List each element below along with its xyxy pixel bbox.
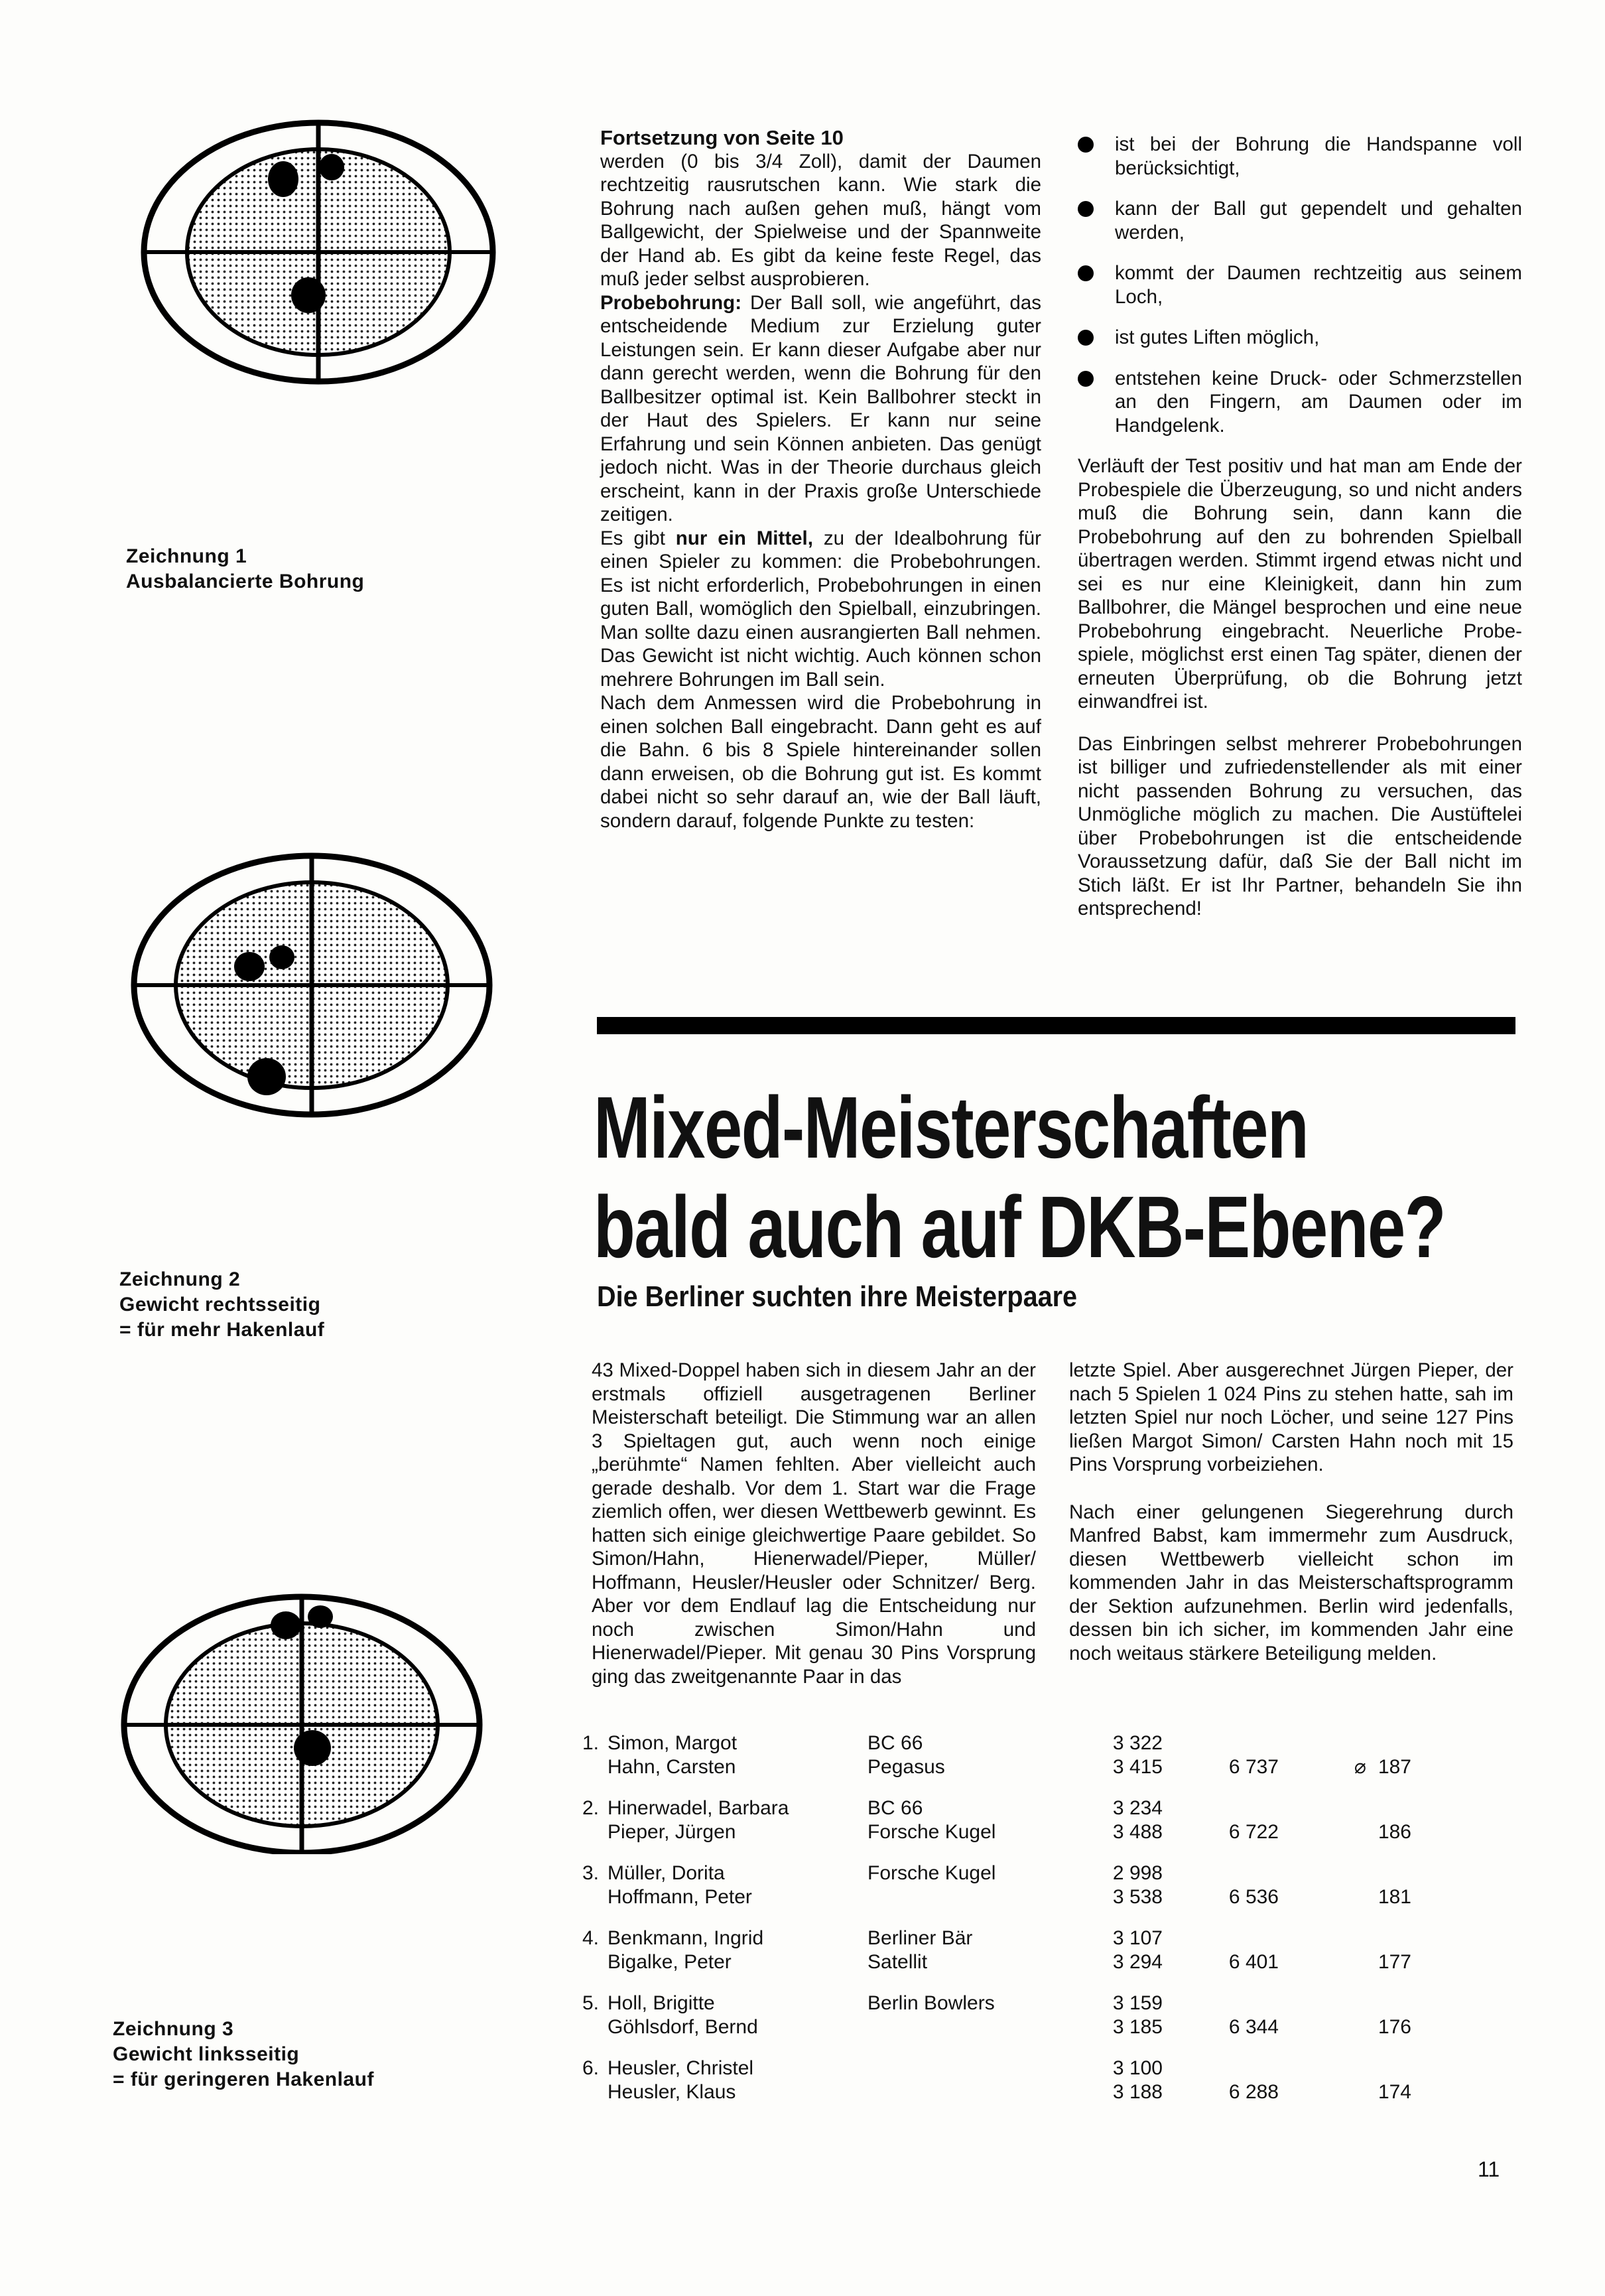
table-row — [582, 1820, 1411, 1844]
club-name: BC 66 — [867, 1797, 923, 1819]
thumb-hole — [247, 1058, 286, 1095]
table-row — [582, 1796, 1411, 1820]
paragraph: Verläuft der Test positiv und hat man am Ende der Probespiele die Überzeugung, so und nicht anders muß die Bohrung sein, dann kann die Probebohrung auf den zu bohrenden Spielball übertragen werden. Stimmt irgend etwas nicht und sei es nur eine Kleinigkeit, dann hin zum Ballbohrer, die Mängel besprochen und eine neue Probebohrung eingebracht. Neuerliche Probespiele, möglichst erst einen Tag später, dienen der erneuten Überprüfung, ob die Bohrung jetzt einwandfrei ist. — [1078, 455, 1522, 712]
empty-cell — [1279, 1731, 1411, 1755]
pair-total: 6 344 — [1228, 2016, 1279, 2038]
paragraph: Nach einer gelungenen Siegerehrung durch Manfred Babst, kam immermehr zum Ausdruck, diesen Wettbewerb vielleicht schon im kommenden Jahr in das Meisterschaftsprogramm der Sektion aufzunehmen. Berlin wird jedenfalls, dessen bin ich sicher, im kommenden Jahr eine noch weitaus stärkere Beteiligung melden. — [1069, 1501, 1513, 1664]
figure-1-caption — [126, 544, 364, 594]
table-row — [582, 1861, 1411, 1885]
empty-cell — [1163, 1731, 1279, 1755]
empty-cell — [582, 2080, 608, 2104]
table-row — [582, 1755, 1411, 1779]
club-name — [867, 2057, 1070, 2080]
player-name: Hoffmann, Peter — [608, 1886, 752, 1908]
ball-diagram-left-weight — [109, 1589, 494, 1854]
figure-description: Gewicht rechtsseitig — [119, 1294, 321, 1316]
figure-description: = für mehr Hakenlauf — [119, 1319, 325, 1341]
rank: 6. — [582, 2057, 600, 2079]
empty-cell — [1279, 1796, 1411, 1820]
row-spacer — [582, 1844, 1411, 1861]
average-value: 181 — [1378, 1886, 1411, 1908]
figure-title: Zeichnung 3 — [113, 2018, 234, 2040]
club-name: Forsche Kugel — [867, 1821, 996, 1843]
player-name: Heusler, Christel — [608, 2057, 754, 2079]
article2-column-1 — [592, 1359, 1036, 1688]
headline — [594, 1078, 1445, 1277]
headline-line-1: Mixed-Meisterschaften — [594, 1079, 1309, 1176]
article1-column-2 — [1078, 133, 1522, 921]
figure-2-caption — [119, 1267, 324, 1343]
empty-cell — [1279, 1861, 1411, 1885]
bullet-icon — [1078, 137, 1094, 153]
emphasis: nur ein Mittel, — [675, 527, 813, 549]
table-row — [582, 2080, 1411, 2104]
pair-average — [1279, 1885, 1411, 1909]
ball-diagram-right-weight — [119, 852, 504, 1118]
player-name: Simon, Margot — [608, 1732, 738, 1754]
player-score: 3 185 — [1112, 2016, 1163, 2038]
finger-hole-right — [269, 945, 294, 969]
row-spacer — [582, 1974, 1411, 1992]
average-value: 187 — [1378, 1756, 1411, 1778]
ball-diagram-balanced — [126, 119, 511, 385]
player-score: 3 159 — [1112, 1992, 1163, 2014]
player-name: Pieper, Jürgen — [608, 1821, 736, 1843]
bullet-icon — [1078, 201, 1094, 217]
table-row — [582, 1731, 1411, 1755]
rank: 2. — [582, 1797, 600, 1819]
table-row — [582, 1885, 1411, 1909]
player-name: Holl, Brigitte — [608, 1992, 715, 2014]
empty-cell — [1163, 2057, 1279, 2080]
pair-average — [1279, 1755, 1411, 1779]
pair-total: 6 722 — [1228, 1821, 1279, 1843]
player-name: Göhlsdorf, Bernd — [608, 2016, 758, 2038]
pair-total: 6 401 — [1228, 1951, 1279, 1973]
list-item: entstehen keine Druck- oder Schmerzstellen an den Fingern, am Daumen oder im Handgelenk. — [1078, 367, 1522, 438]
rank: 5. — [582, 1992, 600, 2014]
player-score: 2 998 — [1112, 1862, 1163, 1884]
row-spacer — [582, 1779, 1411, 1796]
player-score: 3 294 — [1112, 1951, 1163, 1973]
row-spacer — [582, 1909, 1411, 1926]
player-name: Hinerwadel, Barbara — [608, 1797, 789, 1819]
club-name: Satellit — [867, 1951, 928, 1973]
average-value: 177 — [1378, 1951, 1411, 1973]
empty-cell — [1279, 1992, 1411, 2015]
paragraph: 43 Mixed-Doppel haben sich in diesem Jahr an der erstmals offiziell ausgetragenen Berliner Meisterschaft beteiligt. Die Stimmung war an allen 3 Spieltagen gut, auch wenn noch einige „berühmte“ Namen fehlten. Aber vielleicht auch gerade deshalb. Vor dem 1. Start war die Frage ziemlich offen, wer diesen Wettbewerb gewinnt. Es hatten sich einige gleichwertige Paare gebildet. So Simon/Hahn, Hienerwadel/Pieper, Müller/ Hoffmann, Heusler/Heusler oder Schnitzer/ Berg. Aber vor dem Endlauf lag die Entscheidung nur noch zwischen Simon/Hahn und Hienerwadel/Pieper. Mit genau 30 Pins Vorsprung ging das zweitgenannte Paar in das — [592, 1359, 1036, 1688]
continuation-heading: Fortsetzung von Seite 10 — [600, 126, 844, 149]
bullet-icon — [1078, 265, 1094, 281]
empty-cell — [582, 1950, 608, 1974]
player-name: Benkmann, Ingrid — [608, 1927, 764, 1949]
figure-3 — [109, 1589, 494, 1854]
figure-title: Zeichnung 1 — [126, 545, 247, 567]
pair-average — [1279, 1820, 1411, 1844]
figure-1 — [126, 119, 511, 385]
figure-title: Zeichnung 2 — [119, 1268, 241, 1290]
page-number: 11 — [1478, 2157, 1500, 2181]
rank: 4. — [582, 1927, 600, 1949]
figure-description: = für geringeren Hakenlauf — [113, 2068, 374, 2090]
figure-3-caption — [113, 2017, 374, 2092]
paragraph: letzte Spiel. Aber ausgerechnet Jürgen Pieper, der nach 5 Spielen 1 024 Pins zu stehen hatte, sah im letzten Spiel nur noch Löcher, und seine 127 Pins ließen Margot Simon/ Carsten Hahn noch mit 15 Pins Vorsprung vorbeiziehen. — [1069, 1359, 1513, 1475]
finger-hole-left — [268, 161, 298, 197]
club-name — [867, 2080, 1070, 2104]
paragraph: Probebohrung: Der Ball soll, wie angeführt, das entscheidende Medium zur Erzielung guter Leistungen sein. Er kann dieser Aufgabe aber nur dann gerecht werden, wenn die Bohrung für den Ballbesitzer optimal ist. Kein Ballbohrer steckt in der Haut des Spielers. Er kann nur seine Erfahrung und sein Können anbieten. Das genügt jedoch nicht. Was in der Theorie durchaus gleich erscheint, kann in der Praxis große Unterschiede zeitigen. — [600, 291, 1041, 525]
player-score: 3 322 — [1112, 1732, 1163, 1754]
table-row — [582, 1926, 1411, 1950]
empty-cell — [1163, 1992, 1279, 2015]
empty-cell — [582, 1755, 608, 1779]
empty-cell — [1163, 1861, 1279, 1885]
pair-total: 6 536 — [1228, 1886, 1279, 1908]
test-checklist — [1078, 133, 1522, 437]
finger-hole-left — [234, 952, 265, 981]
club-name: BC 66 — [867, 1732, 923, 1754]
table-row — [582, 1950, 1411, 1974]
average-value: 186 — [1378, 1821, 1411, 1843]
player-name: Heusler, Klaus — [608, 2081, 736, 2103]
figure-description: Ausbalancierte Bohrung — [126, 571, 365, 592]
pair-average — [1279, 1950, 1411, 1974]
player-score: 3 107 — [1112, 1927, 1163, 1949]
player-name: Hahn, Carsten — [608, 1756, 736, 1778]
table-row — [582, 2015, 1411, 2039]
headline-line-2: bald auch auf DKB-Ebene? — [594, 1178, 1446, 1276]
player-name: Bigalke, Peter — [608, 1951, 732, 1973]
empty-cell — [582, 1885, 608, 1909]
average-value: 176 — [1378, 2016, 1411, 2038]
empty-cell — [582, 2015, 608, 2039]
list-item: kommt der Daumen rechtzeitig aus seinem Loch, — [1078, 261, 1522, 308]
player-score: 3 100 — [1112, 2057, 1163, 2079]
results-table — [582, 1731, 1411, 2104]
list-item: kann der Ball gut gependelt und gehalten werden, — [1078, 197, 1522, 244]
player-score: 3 415 — [1112, 1756, 1163, 1778]
pair-total: 6 288 — [1228, 2081, 1279, 2103]
club-name: Forsche Kugel — [867, 1862, 996, 1884]
empty-cell — [1279, 2057, 1411, 2080]
club-name: Berliner Bär — [867, 1927, 973, 1949]
average-value: 174 — [1378, 2081, 1411, 2103]
pair-average — [1279, 2015, 1411, 2039]
thumb-hole — [294, 1730, 331, 1766]
section-divider — [597, 1017, 1515, 1034]
list-item: ist gutes Liften möglich, — [1078, 326, 1522, 350]
player-name: Müller, Dorita — [608, 1862, 725, 1884]
finger-hole-left — [271, 1611, 301, 1639]
player-score: 3 234 — [1112, 1797, 1163, 1819]
rank: 1. — [582, 1732, 600, 1754]
figure-2 — [119, 852, 504, 1118]
paragraph: werden (0 bis 3/4 Zoll), damit der Daumen rechtzeitig rausrutschen kann. Wie stark die Bohrung nach außen gehen muß, hängt vom Ballgewicht, der Spielweise und der Spannweite der Hand ab. Es gibt da keine feste Regel, das muß jeder selbst ausprobieren. — [600, 150, 1041, 290]
club-name: Berlin Bowlers — [867, 1992, 995, 2014]
subheadline: Die Berliner suchten ihre Meisterpaare — [597, 1280, 1078, 1313]
pair-total: 6 737 — [1228, 1756, 1279, 1778]
player-score: 3 488 — [1112, 1821, 1163, 1843]
empty-cell — [1163, 1796, 1279, 1820]
table-row — [582, 1992, 1411, 2015]
figure-description: Gewicht linksseitig — [113, 2043, 300, 2065]
paragraph: Es gibt nur ein Mittel, zu der Idealbohrung für einen Spieler zu kommen: die Probebohrungen. Es ist nicht erforderlich, Probebohrungen in einen guten Ball, womöglich den Spielball, einzubringen. Man sollte dazu einen ausrangierten Ball nehmen. Das Gewicht ist nicht wichtig. Auch können schon mehrere Bohrungen im Ball sein. — [600, 527, 1041, 691]
row-spacer — [582, 2039, 1411, 2057]
list-item: ist bei der Bohrung die Handspanne voll berücksichtigt, — [1078, 133, 1522, 180]
table-row — [582, 2057, 1411, 2080]
paragraph: Nach dem Anmessen wird die Probebohrung in einen solchen Ball eingebracht. Dann geht es auf die Bahn. 6 bis 8 Spiele hintereinander sollen dann erweisen, ob die Bohrung gut ist. Es kommt dabei nicht so sehr darauf an, wie der Ball läuft, sondern darauf, folgende Punkte zu testen: — [600, 692, 1041, 832]
finger-hole-right — [308, 1605, 333, 1628]
bullet-icon — [1078, 371, 1094, 387]
paragraph: Das Einbringen selbst mehrerer Probebohrungen ist billiger und zufriedenstellender als mit einer nicht passenden Bohrung zu versuchen, das Unmögliche möglich zu machen. Die Austüftelei über Probebohrungen ist die entscheidende Voraussetzung dafür, daß Sie der Ball nicht im Stich läßt. Er ist Ihr Partner, behandeln Sie ihn entsprechend! — [1078, 732, 1522, 919]
empty-cell — [1163, 1926, 1279, 1950]
empty-cell — [1279, 1926, 1411, 1950]
player-score: 3 188 — [1112, 2081, 1163, 2103]
player-score: 3 538 — [1112, 1886, 1163, 1908]
standings-table — [582, 1731, 1411, 2104]
club-name: Pegasus — [867, 1756, 945, 1778]
article2-column-2 — [1069, 1359, 1513, 1665]
article1-column-1 — [600, 126, 1041, 833]
club-name — [867, 1885, 1070, 1909]
rank: 3. — [582, 1862, 600, 1884]
bullet-icon — [1078, 330, 1094, 346]
club-name — [867, 2015, 1070, 2039]
thumb-hole — [291, 277, 326, 313]
finger-hole-right — [319, 154, 344, 180]
average-symbol-icon: ⌀ — [1354, 1756, 1366, 1778]
pair-average — [1279, 2080, 1411, 2104]
empty-cell — [582, 1820, 608, 1844]
paragraph-lead: Probebohrung: — [600, 291, 742, 314]
